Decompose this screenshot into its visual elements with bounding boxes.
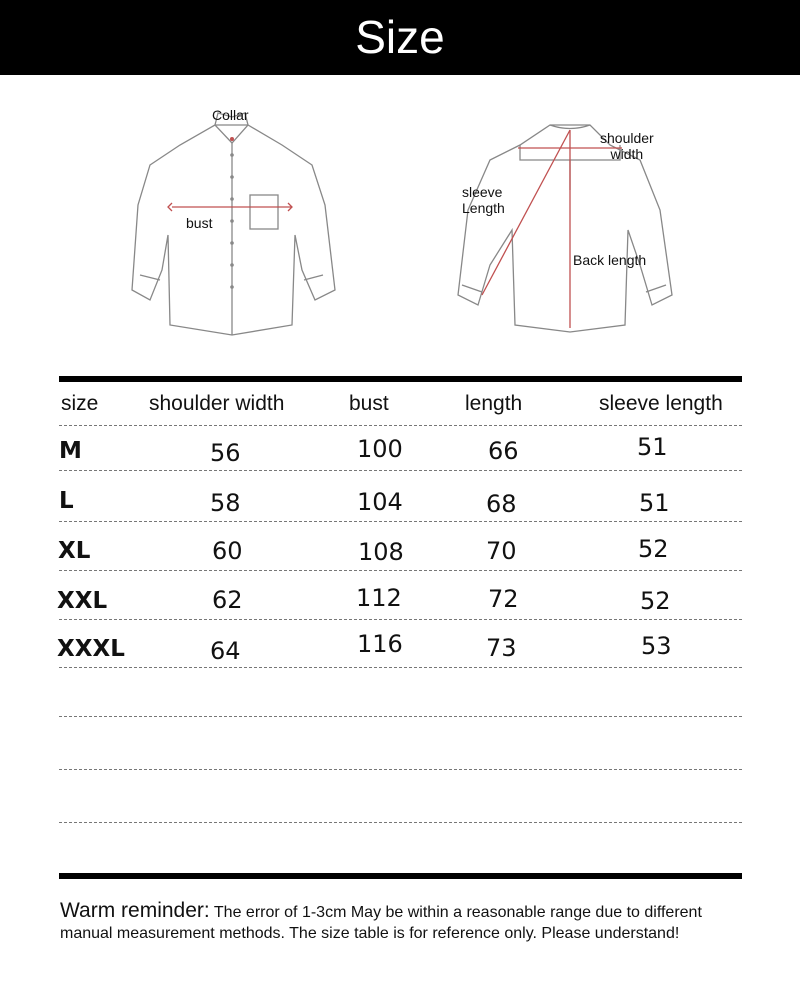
collar-label: Collar — [212, 107, 249, 123]
row-divider — [59, 570, 742, 571]
row-shoulder: 58 — [210, 489, 241, 517]
row-sleeve: 51 — [637, 433, 668, 461]
row-size: M — [59, 438, 82, 464]
row-size: XL — [58, 538, 91, 564]
row-divider — [59, 769, 742, 770]
shirt-back-diagram — [440, 100, 680, 340]
shirt-front-diagram — [120, 95, 360, 345]
reminder-title: Warm reminder: — [60, 899, 210, 922]
row-length: 66 — [488, 437, 519, 465]
table-top-rule — [59, 376, 742, 382]
row-divider — [59, 619, 742, 620]
page-title: Size — [355, 11, 445, 63]
shirt-front-icon — [120, 95, 360, 345]
row-bust: 112 — [356, 584, 402, 612]
row-bust: 104 — [357, 488, 403, 516]
row-bust: 116 — [357, 630, 403, 658]
row-bust: 108 — [358, 538, 404, 566]
header-length: length — [465, 392, 523, 415]
row-size: L — [59, 488, 74, 514]
row-size: XXL — [57, 588, 108, 614]
row-length: 72 — [488, 585, 519, 613]
row-shoulder: 64 — [210, 637, 241, 665]
row-divider — [59, 716, 742, 717]
back-length-label: Back length — [573, 252, 647, 268]
table-bottom-rule — [59, 873, 742, 879]
shoulder-width-label — [600, 130, 654, 162]
row-length: 68 — [486, 490, 517, 518]
row-shoulder: 60 — [212, 537, 243, 565]
warm-reminder — [60, 900, 740, 944]
row-sleeve: 51 — [639, 489, 670, 517]
reminder-text: The error of 1-3cm May be within a reasonable range due to different manual measurement methods. The size table is for reference only. Please understand! — [60, 904, 702, 942]
row-sleeve: 52 — [640, 587, 671, 615]
row-divider — [59, 521, 742, 522]
row-sleeve: 52 — [638, 535, 669, 563]
row-shoulder: 56 — [210, 439, 241, 467]
sleeve-length-label — [462, 184, 505, 216]
bust-label: bust — [186, 215, 213, 231]
header-size: size — [61, 392, 99, 415]
shoulder-width-text: shoulder width — [600, 130, 654, 162]
row-size: XXXL — [57, 636, 125, 662]
header-sleeve-length: sleeve length — [599, 392, 723, 415]
row-divider — [59, 425, 742, 426]
row-divider — [59, 822, 742, 823]
row-divider — [59, 667, 742, 668]
header-shoulder-width: shoulder width — [149, 392, 285, 415]
sleeve-length-text: sleeve Length — [462, 184, 505, 216]
row-bust: 100 — [357, 435, 403, 463]
row-sleeve: 53 — [641, 632, 672, 660]
header-bust: bust — [349, 392, 389, 415]
row-divider — [59, 470, 742, 471]
row-length: 70 — [486, 537, 517, 565]
title-banner — [0, 0, 800, 75]
row-shoulder: 62 — [212, 586, 243, 614]
row-length: 73 — [486, 634, 517, 662]
